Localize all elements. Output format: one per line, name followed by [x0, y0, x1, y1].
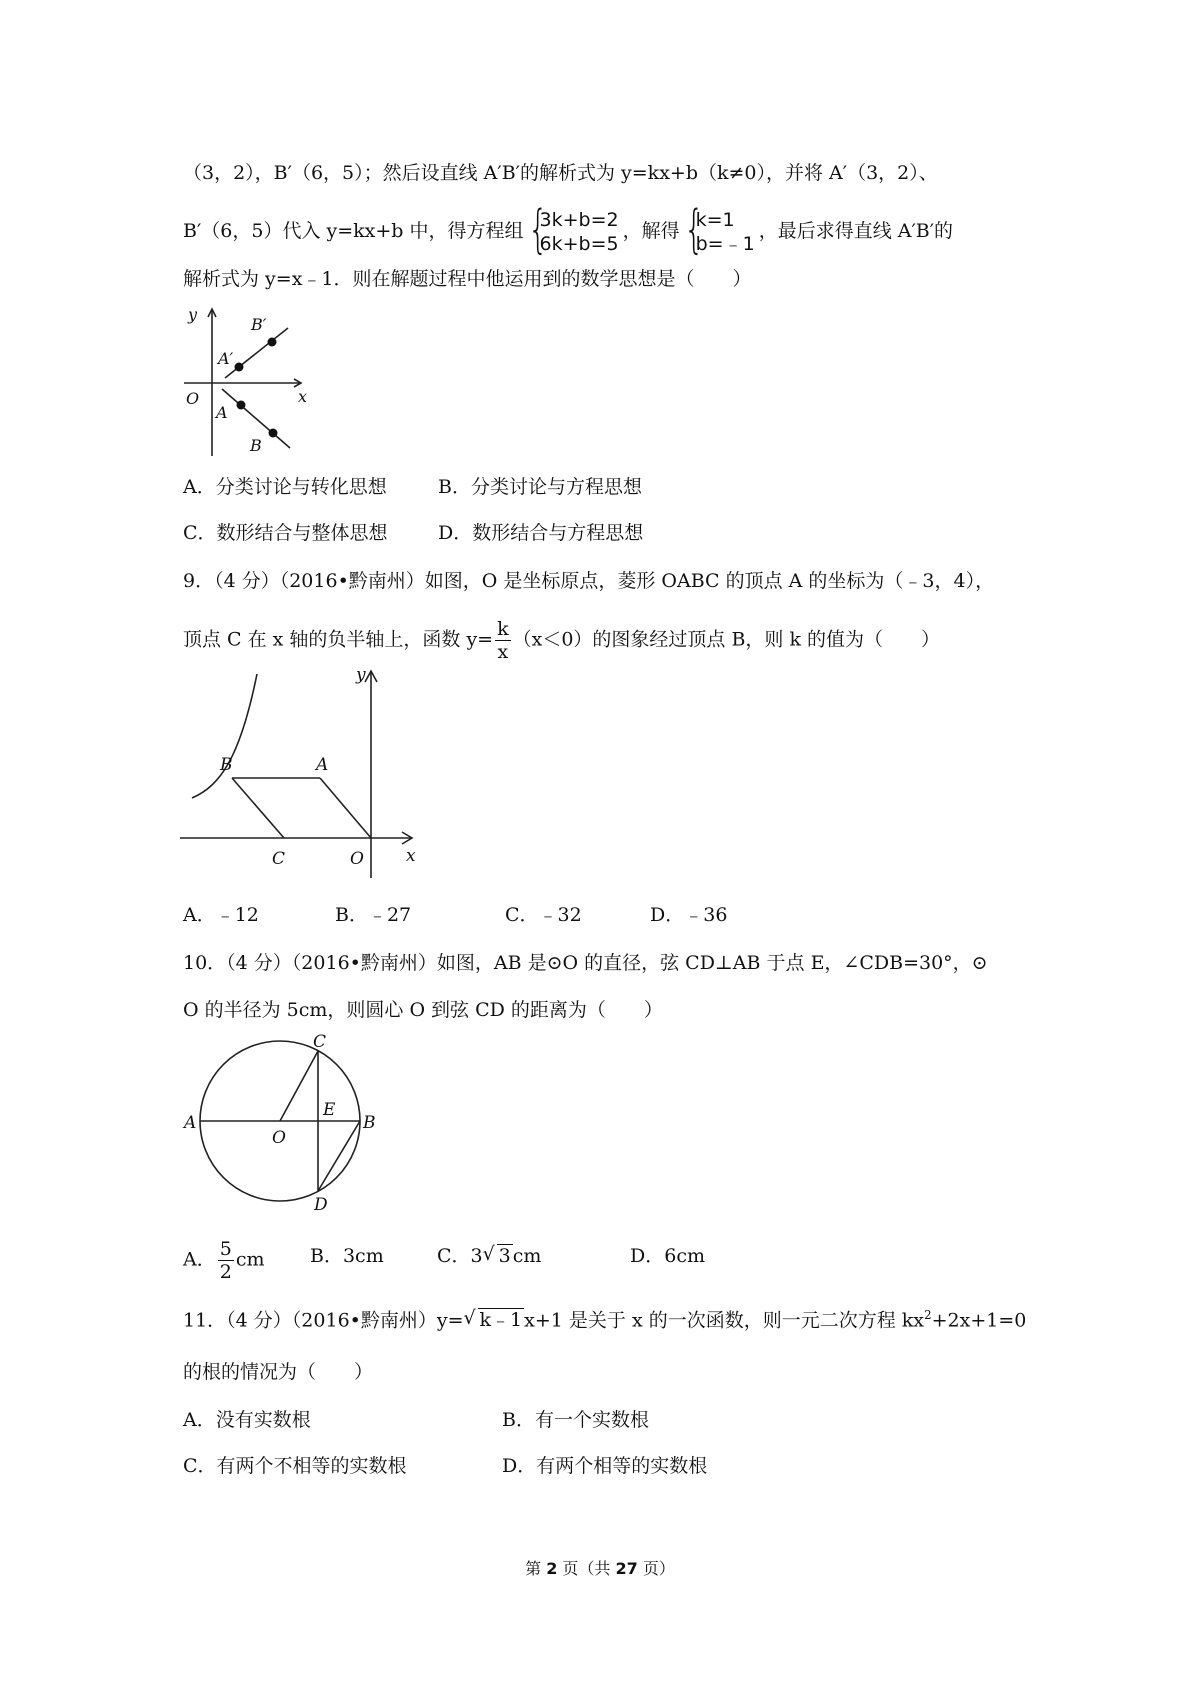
q10-option-a-letter: A．: [183, 1248, 216, 1271]
q9-line-2-pre: 顶点 C 在 x 轴的负半轴上，函数 y=: [183, 628, 494, 651]
q11-line-1-post: +2x+1=0: [931, 1309, 1027, 1332]
q8-line-2-pre: B′（6，5）代入 y=kx+b 中，得方程组: [183, 220, 524, 242]
fig10-label-a: A: [184, 1113, 197, 1133]
system-2-row-1: k=1: [695, 209, 735, 231]
q11-option-d: D．有两个相等的实数根: [502, 1455, 708, 1477]
q11-line-1: [183, 1302, 1026, 1333]
fig8-label-x: x: [298, 387, 308, 406]
q11-line-1-mid: x+1 是关于 x 的一次函数，则一元二次方程 kx: [524, 1309, 924, 1332]
q10-option-b: B．3cm: [310, 1245, 384, 1267]
fig9-label-o: O: [350, 849, 364, 869]
sqrt-k-minus-1: √ k﹣1: [463, 1307, 523, 1332]
q10-line-2: O 的半径为 5cm，则圆心 O 到弦 CD 的距离为（ ）: [183, 999, 663, 1021]
fig10-label-d: D: [314, 1195, 328, 1213]
superscript-two: 2: [923, 1308, 932, 1322]
q9-option-d: D．﹣36: [650, 904, 728, 926]
equation-system-1: { 3k+b=2 6k+b=5: [527, 200, 619, 260]
fraction-numerator: 5: [219, 1238, 232, 1260]
fig10-label-o: O: [272, 1128, 286, 1148]
q10-option-a-unit: cm: [235, 1248, 265, 1271]
sqrt-radicand: k﹣1: [479, 1309, 523, 1332]
q10-option-d: D．6cm: [630, 1245, 705, 1267]
q8-option-c: C．数形结合与整体思想: [183, 522, 388, 544]
page-footer: [0, 1556, 1200, 1579]
fig10-label-b: B: [363, 1113, 376, 1133]
q11-option-c: C．有两个不相等的实数根: [183, 1455, 407, 1477]
q8-figure: [180, 306, 320, 456]
fig9-label-c: C: [272, 849, 286, 869]
q8-option-d: D．数形结合与方程思想: [438, 522, 644, 544]
q10-option-c: [437, 1243, 541, 1269]
fraction-k-over-x: [495, 618, 511, 663]
fraction-denominator: 2: [219, 1261, 232, 1283]
footer-page-number: 2: [546, 1559, 558, 1578]
q8-option-b: B．分类讨论与方程思想: [438, 476, 642, 498]
footer-mid: 页（共: [557, 1559, 616, 1578]
fig8-label-a: A: [216, 403, 228, 422]
fraction-five-halves: [218, 1238, 234, 1283]
q8-line-2-mid: ，解得: [622, 220, 680, 242]
fig10-label-c: C: [313, 1033, 327, 1052]
sqrt-three: √ 3: [482, 1243, 511, 1267]
fig8-label-o: O: [186, 389, 200, 408]
system-1-row-2: 6k+b=5: [539, 233, 619, 255]
fig9-label-x: x: [406, 846, 416, 866]
fraction-denominator: x: [497, 641, 509, 663]
system-1-row-1: 3k+b=2: [539, 209, 619, 231]
fig8-label-aprime: A′: [218, 349, 234, 368]
footer-post: 页）: [637, 1559, 675, 1578]
footer-pre: 第: [525, 1559, 547, 1578]
q11-line-2: 的根的情况为（ ）: [183, 1361, 374, 1383]
q9-line-1: 9．（4 分）（2016•黔南州）如图，O 是坐标原点，菱形 OABC 的顶点 A 的坐标为（﹣3，4），: [183, 570, 995, 592]
q9-option-c: C．﹣32: [505, 904, 582, 926]
q10-option-a: [183, 1238, 265, 1283]
fig9-label-b: B: [220, 755, 233, 775]
footer-total-pages: 27: [615, 1559, 638, 1578]
q11-line-1-pre: 11．（4 分）（2016•黔南州）y=: [183, 1309, 464, 1332]
q8-line-2-post: ，最后求得直线 A′B′的: [758, 220, 954, 242]
q9-line-2-post: （x＜0）的图象经过顶点 B，则 k 的值为（ ）: [512, 628, 941, 651]
q9-line-2: [183, 618, 940, 663]
equation-system-2: { k=1 b=﹣1: [683, 200, 755, 260]
q11-option-a: A．没有实数根: [183, 1409, 311, 1431]
q11-option-b: B．有一个实数根: [502, 1409, 649, 1431]
q9-option-b: B．﹣27: [335, 904, 412, 926]
q8-line-2: [183, 200, 954, 260]
fig9-label-a: A: [316, 755, 329, 775]
q10-line-1: 10．（4 分）（2016•黔南州）如图，AB 是⊙O 的直径，弦 CD⊥AB 于点 E，∠CDB=30°，⊙: [183, 952, 988, 974]
fig10-label-e: E: [323, 1100, 336, 1120]
fig9-label-y: y: [356, 668, 366, 685]
fig8-label-b: B: [250, 436, 262, 455]
fig8-label-bprime: B′: [251, 315, 267, 334]
q8-line-1: （3，2），B′（6，5）；然后设直线 A′B′的解析式为 y=kx+b（k≠0），并将 A′（3，2）、: [183, 162, 938, 184]
q10-option-c-unit: cm: [512, 1245, 542, 1267]
sqrt-radicand: 3: [498, 1245, 511, 1267]
q10-figure: [180, 1033, 380, 1213]
fraction-numerator: k: [497, 618, 509, 640]
q8-line-3: 解析式为 y=x﹣1．则在解题过程中他运用到的数学思想是（ ）: [183, 268, 752, 290]
q8-option-a: A．分类讨论与转化思想: [183, 476, 387, 498]
q10-option-c-coef: C．3: [437, 1245, 483, 1267]
fig8-label-y: y: [188, 306, 198, 324]
system-2-row-2: b=﹣1: [695, 233, 755, 255]
q9-option-a: A．﹣12: [183, 904, 259, 926]
q9-figure: [180, 668, 420, 888]
